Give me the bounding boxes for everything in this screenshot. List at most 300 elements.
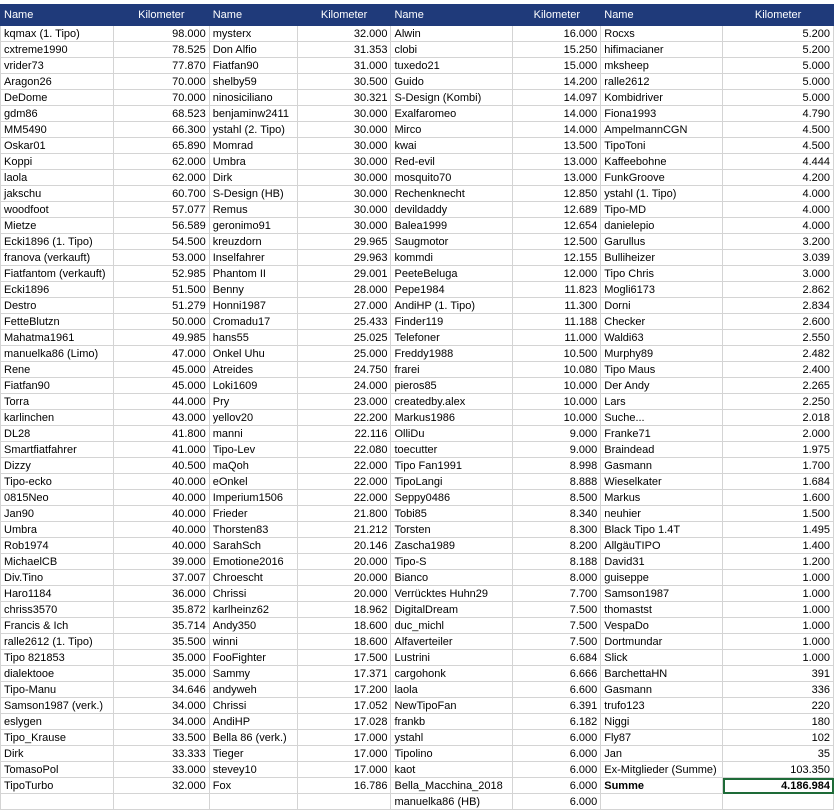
kilometer-cell[interactable]: 32.000 <box>113 778 209 794</box>
name-cell[interactable] <box>1 794 114 810</box>
kilometer-cell[interactable]: 33.500 <box>113 730 209 746</box>
name-cell[interactable]: ystahl (1. Tipo) <box>601 186 723 202</box>
name-cell[interactable]: toecutter <box>391 442 513 458</box>
kilometer-cell[interactable]: 30.000 <box>297 138 391 154</box>
kilometer-cell[interactable]: 40.000 <box>113 506 209 522</box>
kilometer-cell[interactable]: 7.500 <box>513 618 601 634</box>
name-cell[interactable]: TipoTurbo <box>1 778 114 794</box>
kilometer-cell[interactable]: 35.000 <box>113 666 209 682</box>
kilometer-cell[interactable]: 6.000 <box>513 730 601 746</box>
kilometer-cell[interactable]: 4.500 <box>723 122 834 138</box>
kilometer-cell[interactable]: 34.646 <box>113 682 209 698</box>
kilometer-cell[interactable]: 56.589 <box>113 218 209 234</box>
kilometer-cell[interactable]: 33.000 <box>113 762 209 778</box>
name-cell[interactable]: Bella 86 (verk.) <box>209 730 297 746</box>
name-cell[interactable]: Gasmann <box>601 682 723 698</box>
name-cell[interactable]: Inselfahrer <box>209 250 297 266</box>
kilometer-cell[interactable]: 16.786 <box>297 778 391 794</box>
kilometer-cell[interactable]: 30.000 <box>297 154 391 170</box>
kilometer-cell[interactable]: 12.850 <box>513 186 601 202</box>
kilometer-cell[interactable]: 11.000 <box>513 330 601 346</box>
name-cell[interactable]: Fly87 <box>601 730 723 746</box>
kilometer-cell[interactable]: 35 <box>723 746 834 762</box>
kilometer-cell[interactable]: 21.800 <box>297 506 391 522</box>
name-cell[interactable]: vrider73 <box>1 58 114 74</box>
kilometer-cell[interactable]: 34.000 <box>113 698 209 714</box>
kilometer-cell[interactable]: 14.000 <box>513 106 601 122</box>
kilometer-cell[interactable] <box>113 794 209 810</box>
kilometer-cell[interactable]: 1.000 <box>723 570 834 586</box>
name-cell[interactable]: Mahatma1961 <box>1 330 114 346</box>
name-cell[interactable]: Tipo-MD <box>601 202 723 218</box>
kilometer-cell[interactable]: 77.870 <box>113 58 209 74</box>
name-cell[interactable]: Honni1987 <box>209 298 297 314</box>
kilometer-cell[interactable]: 7.700 <box>513 586 601 602</box>
name-cell[interactable]: trufo123 <box>601 698 723 714</box>
name-cell[interactable]: Mogli6173 <box>601 282 723 298</box>
kilometer-cell[interactable]: 1.000 <box>723 586 834 602</box>
kilometer-cell[interactable]: 18.962 <box>297 602 391 618</box>
name-cell[interactable]: Jan <box>601 746 723 762</box>
kilometer-cell[interactable]: 10.000 <box>513 410 601 426</box>
name-cell[interactable]: hifimacianer <box>601 42 723 58</box>
kilometer-cell[interactable]: 1.975 <box>723 442 834 458</box>
name-cell[interactable]: DL28 <box>1 426 114 442</box>
name-cell[interactable]: Samson1987 (verk.) <box>1 698 114 714</box>
kilometer-cell[interactable]: 18.600 <box>297 618 391 634</box>
name-cell[interactable]: Andy350 <box>209 618 297 634</box>
name-cell[interactable]: Ecki1896 (1. Tipo) <box>1 234 114 250</box>
kilometer-cell[interactable]: 5.000 <box>723 74 834 90</box>
kilometer-cell[interactable]: 57.077 <box>113 202 209 218</box>
name-cell[interactable]: Bulliheizer <box>601 250 723 266</box>
name-cell[interactable]: Remus <box>209 202 297 218</box>
name-cell[interactable]: David31 <box>601 554 723 570</box>
name-cell[interactable]: Cromadu17 <box>209 314 297 330</box>
name-cell[interactable]: Alwin <box>391 26 513 42</box>
name-cell[interactable]: AmpelmannCGN <box>601 122 723 138</box>
name-cell[interactable]: TomasoPol <box>1 762 114 778</box>
kilometer-cell[interactable]: 10.000 <box>513 394 601 410</box>
kilometer-cell[interactable]: 4.000 <box>723 186 834 202</box>
name-cell[interactable]: Tipo Chris <box>601 266 723 282</box>
header-name-2[interactable]: Name <box>209 5 297 26</box>
header-kilometer-4[interactable]: Kilometer <box>723 5 834 26</box>
name-cell[interactable]: Lars <box>601 394 723 410</box>
kilometer-cell[interactable]: 29.001 <box>297 266 391 282</box>
name-cell[interactable]: Verrücktes Huhn29 <box>391 586 513 602</box>
name-cell[interactable]: Suche... <box>601 410 723 426</box>
name-cell[interactable]: Onkel Uhu <box>209 346 297 362</box>
name-cell[interactable]: NewTipoFan <box>391 698 513 714</box>
kilometer-cell[interactable]: 41.000 <box>113 442 209 458</box>
name-cell[interactable]: Franke71 <box>601 426 723 442</box>
name-cell[interactable]: Murphy89 <box>601 346 723 362</box>
kilometer-cell[interactable]: 25.433 <box>297 314 391 330</box>
name-cell[interactable]: frarei <box>391 362 513 378</box>
kilometer-cell[interactable]: 23.000 <box>297 394 391 410</box>
header-name-3[interactable]: Name <box>391 5 513 26</box>
kilometer-cell[interactable]: 78.525 <box>113 42 209 58</box>
name-cell[interactable]: Fox <box>209 778 297 794</box>
name-cell[interactable]: franova (verkauft) <box>1 250 114 266</box>
header-kilometer-3[interactable]: Kilometer <box>513 5 601 26</box>
name-cell[interactable]: Braindead <box>601 442 723 458</box>
name-cell[interactable]: Sammy <box>209 666 297 682</box>
kilometer-cell[interactable]: 15.000 <box>513 58 601 74</box>
kilometer-cell[interactable]: 10.000 <box>513 378 601 394</box>
name-cell[interactable]: Tieger <box>209 746 297 762</box>
name-cell[interactable]: mysterx <box>209 26 297 42</box>
kilometer-cell[interactable]: 20.146 <box>297 538 391 554</box>
name-cell[interactable]: chriss3570 <box>1 602 114 618</box>
kilometer-cell[interactable]: 68.523 <box>113 106 209 122</box>
name-cell[interactable]: Ecki1896 <box>1 282 114 298</box>
kilometer-cell[interactable]: 6.600 <box>513 682 601 698</box>
name-cell[interactable]: Rene <box>1 362 114 378</box>
kilometer-cell[interactable]: 3.000 <box>723 266 834 282</box>
kilometer-cell[interactable]: 6.666 <box>513 666 601 682</box>
name-cell[interactable]: kreuzdorn <box>209 234 297 250</box>
name-cell[interactable]: frankb <box>391 714 513 730</box>
kilometer-cell[interactable]: 40.000 <box>113 538 209 554</box>
kilometer-cell[interactable]: 11.188 <box>513 314 601 330</box>
name-cell[interactable]: Lustrini <box>391 650 513 666</box>
kilometer-cell[interactable]: 24.000 <box>297 378 391 394</box>
kilometer-cell[interactable]: 30.000 <box>297 186 391 202</box>
kilometer-cell[interactable]: 13.000 <box>513 170 601 186</box>
kilometer-cell[interactable]: 22.000 <box>297 474 391 490</box>
name-cell[interactable]: yellov20 <box>209 410 297 426</box>
kilometer-cell[interactable]: 35.872 <box>113 602 209 618</box>
name-cell[interactable]: FooFighter <box>209 650 297 666</box>
kilometer-cell[interactable]: 6.684 <box>513 650 601 666</box>
kilometer-cell[interactable]: 30.000 <box>297 170 391 186</box>
kilometer-cell[interactable]: 7.500 <box>513 602 601 618</box>
name-cell[interactable]: TipoLangi <box>391 474 513 490</box>
kilometer-cell[interactable]: 32.000 <box>297 26 391 42</box>
name-cell[interactable]: woodfoot <box>1 202 114 218</box>
name-cell[interactable]: MichaelCB <box>1 554 114 570</box>
kilometer-cell[interactable]: 1.000 <box>723 634 834 650</box>
name-cell[interactable]: Pepe1984 <box>391 282 513 298</box>
name-cell[interactable]: ralle2612 (1. Tipo) <box>1 634 114 650</box>
kilometer-cell[interactable]: 37.007 <box>113 570 209 586</box>
kilometer-cell[interactable]: 3.200 <box>723 234 834 250</box>
name-cell[interactable]: cargohonk <box>391 666 513 682</box>
kilometer-cell[interactable]: 8.000 <box>513 570 601 586</box>
kilometer-cell[interactable]: 52.985 <box>113 266 209 282</box>
name-cell[interactable]: Aragon26 <box>1 74 114 90</box>
name-cell[interactable]: ninosiciliano <box>209 90 297 106</box>
kilometer-cell[interactable]: 13.500 <box>513 138 601 154</box>
name-cell[interactable]: Tipo 821853 <box>1 650 114 666</box>
kilometer-cell[interactable]: 20.000 <box>297 570 391 586</box>
kilometer-cell[interactable]: 41.800 <box>113 426 209 442</box>
kilometer-cell[interactable]: 25.000 <box>297 346 391 362</box>
name-cell[interactable]: createdby.alex <box>391 394 513 410</box>
name-cell[interactable]: Oskar01 <box>1 138 114 154</box>
name-cell[interactable]: Frieder <box>209 506 297 522</box>
kilometer-cell[interactable]: 40.000 <box>113 490 209 506</box>
kilometer-cell[interactable]: 22.000 <box>297 490 391 506</box>
name-cell[interactable]: Tipo-Manu <box>1 682 114 698</box>
name-cell[interactable]: Tobi85 <box>391 506 513 522</box>
name-cell[interactable]: Destro <box>1 298 114 314</box>
kilometer-cell[interactable] <box>297 794 391 810</box>
name-cell[interactable]: Torsten <box>391 522 513 538</box>
name-cell[interactable]: Rechenknecht <box>391 186 513 202</box>
kilometer-cell[interactable]: 4.000 <box>723 202 834 218</box>
name-cell[interactable]: Tipo-S <box>391 554 513 570</box>
name-cell[interactable]: SarahSch <box>209 538 297 554</box>
kilometer-cell[interactable]: 1.600 <box>723 490 834 506</box>
name-cell[interactable]: karlheinz62 <box>209 602 297 618</box>
kilometer-cell[interactable]: 336 <box>723 682 834 698</box>
kilometer-cell[interactable]: 6.182 <box>513 714 601 730</box>
name-cell[interactable]: Chrissi <box>209 698 297 714</box>
name-cell[interactable]: Zascha1989 <box>391 538 513 554</box>
name-cell[interactable]: mosquito70 <box>391 170 513 186</box>
kilometer-cell[interactable]: 51.500 <box>113 282 209 298</box>
name-cell[interactable]: AllgäuTIPO <box>601 538 723 554</box>
kilometer-cell[interactable]: 4.000 <box>723 218 834 234</box>
name-cell[interactable]: Haro1184 <box>1 586 114 602</box>
name-cell[interactable]: BarchettaHN <box>601 666 723 682</box>
name-cell[interactable]: Waldi63 <box>601 330 723 346</box>
name-cell[interactable]: kaot <box>391 762 513 778</box>
kilometer-cell[interactable]: 2.482 <box>723 346 834 362</box>
kilometer-cell[interactable]: 22.080 <box>297 442 391 458</box>
kilometer-cell[interactable]: 12.689 <box>513 202 601 218</box>
name-cell[interactable]: Tipo Maus <box>601 362 723 378</box>
name-cell[interactable]: Dorni <box>601 298 723 314</box>
kilometer-cell[interactable]: 20.000 <box>297 586 391 602</box>
kilometer-cell[interactable]: 2.600 <box>723 314 834 330</box>
name-cell[interactable]: manuelka86 (Limo) <box>1 346 114 362</box>
kilometer-cell[interactable]: 39.000 <box>113 554 209 570</box>
kilometer-cell[interactable]: 17.052 <box>297 698 391 714</box>
name-cell[interactable]: andyweh <box>209 682 297 698</box>
name-cell[interactable]: Bella_Macchina_2018 <box>391 778 513 794</box>
name-cell[interactable]: Black Tipo 1.4T <box>601 522 723 538</box>
name-cell[interactable]: Umbra <box>1 522 114 538</box>
kilometer-cell[interactable]: 53.000 <box>113 250 209 266</box>
name-cell[interactable]: duc_michl <box>391 618 513 634</box>
kilometer-cell[interactable]: 35.000 <box>113 650 209 666</box>
kilometer-cell[interactable]: 17.200 <box>297 682 391 698</box>
kilometer-cell[interactable]: 18.600 <box>297 634 391 650</box>
name-cell[interactable]: Balea1999 <box>391 218 513 234</box>
name-cell[interactable]: winni <box>209 634 297 650</box>
name-cell[interactable]: Dizzy <box>1 458 114 474</box>
name-cell[interactable]: 0815Neo <box>1 490 114 506</box>
name-cell[interactable]: Koppi <box>1 154 114 170</box>
kilometer-cell[interactable]: 28.000 <box>297 282 391 298</box>
kilometer-cell[interactable]: 8.340 <box>513 506 601 522</box>
kilometer-cell[interactable]: 1.700 <box>723 458 834 474</box>
name-cell[interactable]: gdm86 <box>1 106 114 122</box>
kilometer-cell[interactable]: 29.963 <box>297 250 391 266</box>
kilometer-cell[interactable]: 6.000 <box>513 794 601 810</box>
kilometer-cell[interactable]: 3.039 <box>723 250 834 266</box>
name-cell[interactable]: Alfaverteiler <box>391 634 513 650</box>
name-cell[interactable]: Rocxs <box>601 26 723 42</box>
name-cell[interactable]: clobi <box>391 42 513 58</box>
kilometer-cell[interactable]: 35.500 <box>113 634 209 650</box>
header-name-4[interactable]: Name <box>601 5 723 26</box>
kilometer-cell[interactable]: 8.500 <box>513 490 601 506</box>
kilometer-cell[interactable]: 22.200 <box>297 410 391 426</box>
kilometer-cell[interactable]: 31.353 <box>297 42 391 58</box>
kilometer-cell[interactable]: 31.000 <box>297 58 391 74</box>
name-cell[interactable]: geronimo91 <box>209 218 297 234</box>
name-cell[interactable]: Momrad <box>209 138 297 154</box>
kilometer-cell[interactable]: 40.000 <box>113 474 209 490</box>
kilometer-cell[interactable]: 17.028 <box>297 714 391 730</box>
name-cell[interactable]: Loki1609 <box>209 378 297 394</box>
name-cell[interactable]: Kombidriver <box>601 90 723 106</box>
kilometer-cell[interactable]: 5.200 <box>723 42 834 58</box>
name-cell[interactable]: Checker <box>601 314 723 330</box>
kilometer-cell[interactable] <box>723 794 834 810</box>
name-cell[interactable]: Guido <box>391 74 513 90</box>
name-cell[interactable]: FetteBlutzn <box>1 314 114 330</box>
kilometer-cell[interactable]: 51.279 <box>113 298 209 314</box>
kilometer-cell[interactable]: 14.000 <box>513 122 601 138</box>
name-cell[interactable]: pieros85 <box>391 378 513 394</box>
kilometer-cell[interactable]: 180 <box>723 714 834 730</box>
name-cell[interactable]: ystahl <box>391 730 513 746</box>
kilometer-cell[interactable]: 70.000 <box>113 90 209 106</box>
kilometer-cell[interactable]: 2.018 <box>723 410 834 426</box>
kilometer-cell[interactable]: 40.000 <box>113 522 209 538</box>
kilometer-cell[interactable]: 30.321 <box>297 90 391 106</box>
kilometer-cell[interactable]: 30.000 <box>297 218 391 234</box>
kilometer-cell[interactable]: 6.000 <box>513 746 601 762</box>
name-cell[interactable]: Red-evil <box>391 154 513 170</box>
name-cell[interactable]: Atreides <box>209 362 297 378</box>
kilometer-cell[interactable]: 1.684 <box>723 474 834 490</box>
name-cell[interactable]: Umbra <box>209 154 297 170</box>
name-cell[interactable]: devildaddy <box>391 202 513 218</box>
kilometer-cell[interactable]: 16.000 <box>513 26 601 42</box>
kilometer-cell[interactable]: 2.000 <box>723 426 834 442</box>
kilometer-cell[interactable]: 102 <box>723 730 834 746</box>
name-cell[interactable]: tuxedo21 <box>391 58 513 74</box>
kilometer-cell[interactable]: 62.000 <box>113 170 209 186</box>
kilometer-cell[interactable]: 6.391 <box>513 698 601 714</box>
kilometer-cell[interactable]: 17.500 <box>297 650 391 666</box>
name-cell[interactable]: Tipo Fan1991 <box>391 458 513 474</box>
kilometer-cell[interactable]: 70.000 <box>113 74 209 90</box>
kilometer-cell[interactable]: 2.550 <box>723 330 834 346</box>
name-cell[interactable]: Fiatfan90 <box>209 58 297 74</box>
name-cell[interactable]: karlinchen <box>1 410 114 426</box>
kilometer-cell[interactable]: 103.350 <box>723 762 834 778</box>
kilometer-cell[interactable]: 50.000 <box>113 314 209 330</box>
kilometer-cell[interactable]: 4.186.984 <box>723 778 834 794</box>
name-cell[interactable]: Markus <box>601 490 723 506</box>
kilometer-cell[interactable]: 17.000 <box>297 746 391 762</box>
kilometer-cell[interactable]: 65.890 <box>113 138 209 154</box>
name-cell[interactable]: Tipo-Lev <box>209 442 297 458</box>
kilometer-cell[interactable]: 60.700 <box>113 186 209 202</box>
kilometer-cell[interactable]: 30.000 <box>297 106 391 122</box>
name-cell[interactable]: Tipo-ecko <box>1 474 114 490</box>
name-cell[interactable]: Freddy1988 <box>391 346 513 362</box>
kilometer-cell[interactable]: 13.000 <box>513 154 601 170</box>
name-cell[interactable]: ralle2612 <box>601 74 723 90</box>
kilometer-cell[interactable]: 5.000 <box>723 58 834 74</box>
kilometer-cell[interactable]: 62.000 <box>113 154 209 170</box>
kilometer-cell[interactable]: 8.300 <box>513 522 601 538</box>
name-cell[interactable]: Chrissi <box>209 586 297 602</box>
name-cell[interactable]: Telefoner <box>391 330 513 346</box>
name-cell[interactable]: Saugmotor <box>391 234 513 250</box>
kilometer-cell[interactable]: 220 <box>723 698 834 714</box>
name-cell[interactable]: Thorsten83 <box>209 522 297 538</box>
name-cell[interactable]: jakschu <box>1 186 114 202</box>
kilometer-cell[interactable]: 22.000 <box>297 458 391 474</box>
name-cell[interactable]: kommdi <box>391 250 513 266</box>
name-cell[interactable]: Niggi <box>601 714 723 730</box>
kilometer-cell[interactable]: 5.000 <box>723 90 834 106</box>
kilometer-cell[interactable]: 21.212 <box>297 522 391 538</box>
kilometer-cell[interactable]: 4.444 <box>723 154 834 170</box>
kilometer-cell[interactable]: 2.400 <box>723 362 834 378</box>
name-cell[interactable]: Finder119 <box>391 314 513 330</box>
header-kilometer-2[interactable]: Kilometer <box>297 5 391 26</box>
name-cell[interactable]: Markus1986 <box>391 410 513 426</box>
kilometer-cell[interactable]: 20.000 <box>297 554 391 570</box>
kilometer-cell[interactable]: 22.116 <box>297 426 391 442</box>
kilometer-cell[interactable]: 2.862 <box>723 282 834 298</box>
name-cell[interactable]: Mietze <box>1 218 114 234</box>
name-cell[interactable]: Rob1974 <box>1 538 114 554</box>
name-cell[interactable]: Der Andy <box>601 378 723 394</box>
name-cell[interactable]: Tipo_Krause <box>1 730 114 746</box>
kilometer-cell[interactable]: 1.000 <box>723 602 834 618</box>
kilometer-cell[interactable]: 98.000 <box>113 26 209 42</box>
name-cell[interactable]: manuelka86 (HB) <box>391 794 513 810</box>
kilometer-cell[interactable]: 8.888 <box>513 474 601 490</box>
kilometer-cell[interactable]: 43.000 <box>113 410 209 426</box>
kilometer-cell[interactable]: 47.000 <box>113 346 209 362</box>
name-cell[interactable]: Garullus <box>601 234 723 250</box>
kilometer-cell[interactable]: 36.000 <box>113 586 209 602</box>
name-cell[interactable]: DeDome <box>1 90 114 106</box>
kilometer-cell[interactable]: 17.000 <box>297 730 391 746</box>
name-cell[interactable]: Summe <box>601 778 723 794</box>
kilometer-cell[interactable]: 2.265 <box>723 378 834 394</box>
name-cell[interactable]: Tipolino <box>391 746 513 762</box>
kilometer-cell[interactable]: 34.000 <box>113 714 209 730</box>
name-cell[interactable]: Exalfaromeo <box>391 106 513 122</box>
kilometer-cell[interactable]: 66.300 <box>113 122 209 138</box>
name-cell[interactable]: Fiatfan90 <box>1 378 114 394</box>
name-cell[interactable]: Chroescht <box>209 570 297 586</box>
kilometer-cell[interactable]: 391 <box>723 666 834 682</box>
name-cell[interactable]: Slick <box>601 650 723 666</box>
name-cell[interactable]: hans55 <box>209 330 297 346</box>
kilometer-cell[interactable]: 49.985 <box>113 330 209 346</box>
name-cell[interactable]: cxtreme1990 <box>1 42 114 58</box>
name-cell[interactable]: Don Alfio <box>209 42 297 58</box>
name-cell[interactable]: Torra <box>1 394 114 410</box>
kilometer-cell[interactable]: 7.500 <box>513 634 601 650</box>
kilometer-cell[interactable]: 11.823 <box>513 282 601 298</box>
